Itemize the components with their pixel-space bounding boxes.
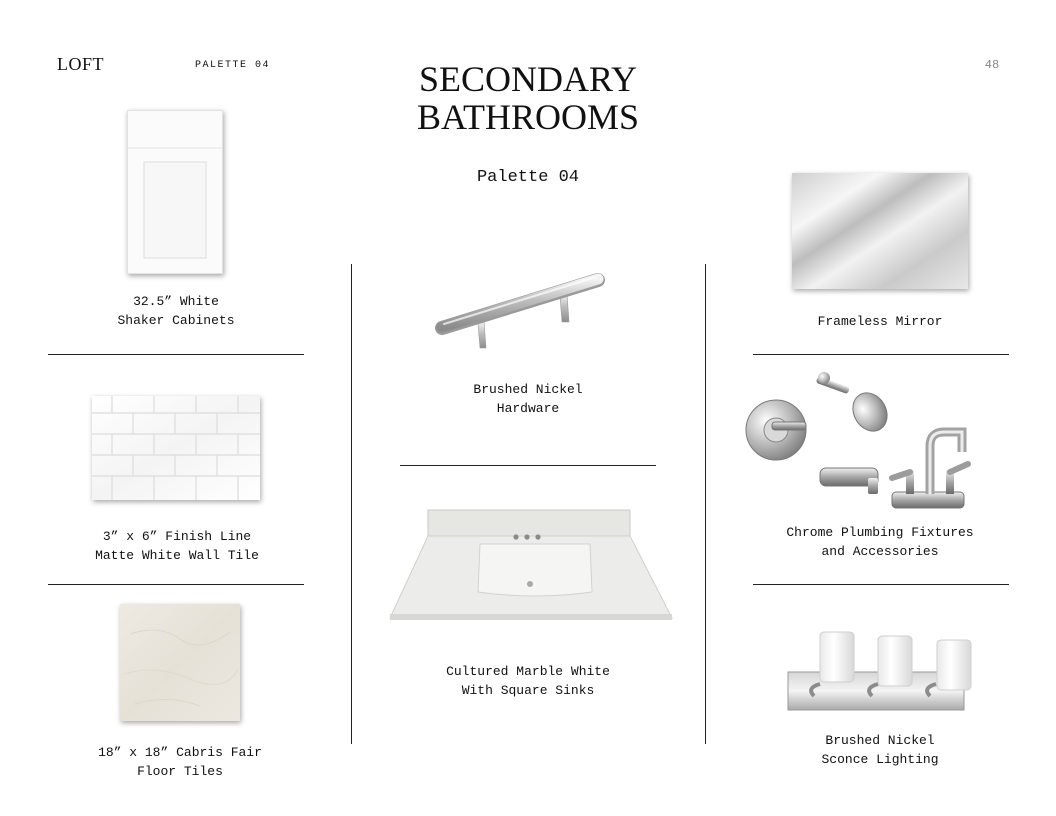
sconce-light-icon [786, 628, 976, 712]
column-divider-right [705, 264, 706, 744]
floor-tile-icon [120, 604, 240, 721]
hardware-caption: Brushed Nickel Hardware [473, 382, 583, 416]
vanity-top-caption: Cultured Marble White With Square Sinks [446, 664, 610, 698]
palette-tag: PALETTE 04 [195, 60, 271, 71]
row-divider [48, 584, 304, 585]
mirror-icon [792, 173, 968, 289]
plumbing-fixtures-icon [744, 366, 980, 518]
vanity-top-sink-icon [388, 506, 674, 622]
row-divider [400, 465, 656, 466]
mirror-caption: Frameless Mirror [817, 314, 943, 329]
subway-tile-icon [92, 396, 260, 500]
page-subtitle: Palette 04 [476, 168, 580, 187]
plumbing-caption: Chrome Plumbing Fixtures and Accessories [786, 525, 974, 559]
row-divider [48, 354, 304, 355]
floor-tile-caption: 18” x 18” Cabris Fair Floor Tiles [98, 745, 262, 779]
row-divider [753, 584, 1009, 585]
cabinets-caption: 32.5” White Shaker Cabinets [117, 294, 235, 328]
lighting-caption: Brushed Nickel Sconce Lighting [821, 733, 939, 767]
row-divider [753, 354, 1009, 355]
brand-name: LOFT [57, 54, 104, 74]
shaker-cabinet-door-icon [127, 110, 223, 274]
bar-pull-handle-icon [432, 262, 610, 354]
column-divider-left [351, 264, 352, 744]
wall-tile-caption: 3” x 6” Finish Line Matte White Wall Tile [95, 529, 259, 563]
page-title: SECONDARY BATHROOMS [416, 59, 640, 137]
page-number: 48 [984, 58, 1000, 72]
